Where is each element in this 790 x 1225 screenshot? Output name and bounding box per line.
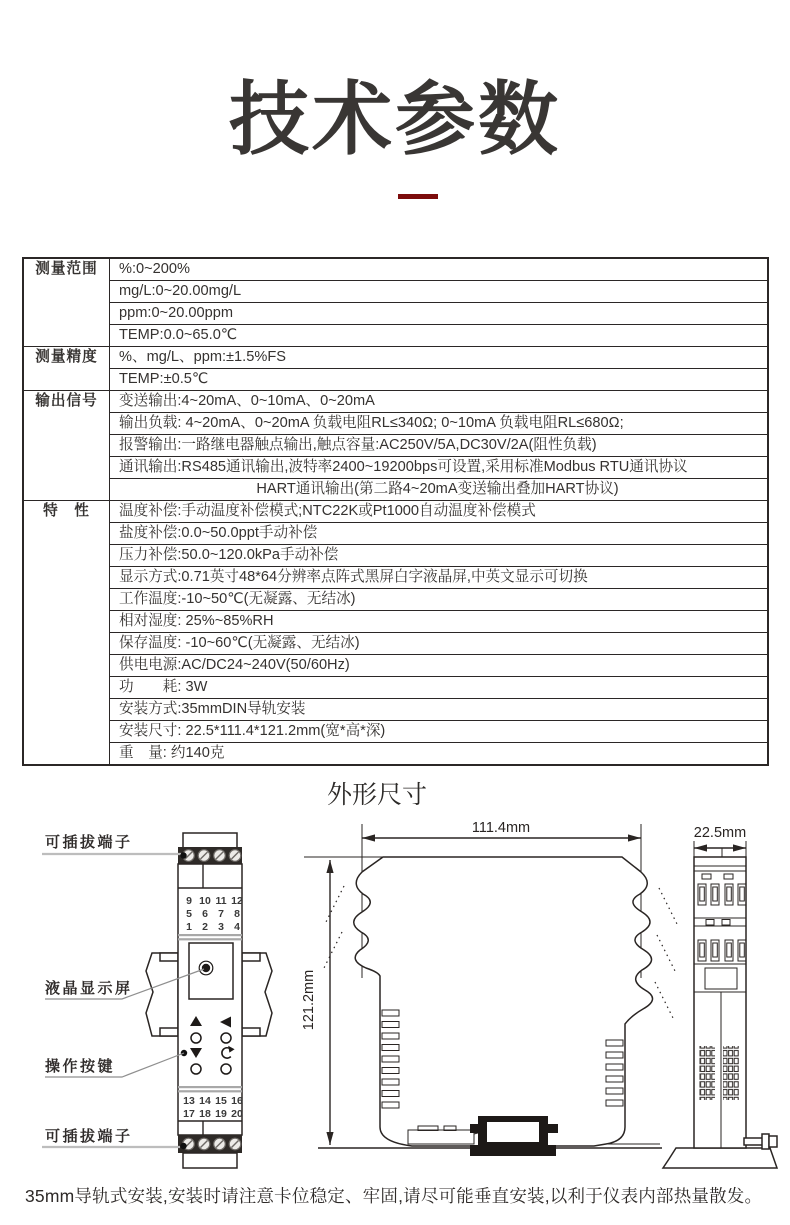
- table-row: [23, 303, 768, 325]
- terminal-number: 9: [186, 895, 192, 907]
- terminal-number: 8: [234, 908, 240, 920]
- down-button: [191, 1064, 201, 1074]
- table-row: [23, 677, 768, 699]
- spec-table: [22, 257, 769, 766]
- depth-dimension: 22.5mm: [693, 825, 747, 841]
- table-row: [23, 435, 768, 457]
- leader-dot: [180, 852, 186, 858]
- table-row: [23, 347, 768, 369]
- table-row: [23, 655, 768, 677]
- spec-cell: 保存温度: -10~60℃(无凝露、无结冰): [110, 633, 769, 655]
- spec-cell: 相对湿度: 25%~85%RH: [110, 611, 769, 633]
- spec-cell: 工作温度:-10~50℃(无凝露、无结冰): [110, 589, 769, 611]
- title-underline: [398, 194, 438, 199]
- terminal-number: 11: [215, 895, 227, 907]
- spec-cell: 安装尺寸: 22.5*111.4*121.2mm(宽*高*深): [110, 721, 769, 743]
- spec-cell: 温度补偿:手动温度补偿模式;NTC22K或Pt1000自动温度补偿模式: [110, 501, 769, 523]
- spec-cell: 功 耗: 3W: [110, 677, 769, 699]
- spec-cell: %:0~200%: [110, 258, 769, 281]
- label-lcd: 液晶显示屏: [45, 980, 133, 997]
- table-row: [23, 743, 768, 766]
- bottom-terminal-cover: [183, 1153, 237, 1168]
- clip-handle: [744, 1134, 777, 1149]
- page-title: 技术参数: [229, 75, 561, 164]
- table-row: [23, 611, 768, 633]
- terminal-number: 15: [215, 1095, 227, 1107]
- height-dimension: 121.2mm: [301, 969, 317, 1031]
- spec-cell: 通讯输出:RS485通讯输出,波特率2400~19200bps可设置,采用标准Modbus RTU通讯协议: [110, 457, 769, 479]
- table-row: [23, 413, 768, 435]
- terminal-number: 12: [231, 895, 243, 907]
- table-row: [23, 391, 768, 413]
- terminal-number: 1: [186, 921, 192, 933]
- row-group-label: 输出信号: [23, 391, 110, 501]
- label-top-terminal: 可插拔端子: [45, 834, 133, 851]
- terminal-number: 17: [183, 1108, 195, 1120]
- footer-note: 35mm导轨式安装,安装时请注意卡位稳定、牢固,请尽可能垂直安装,以利于仪表内部热量散发。: [25, 1186, 763, 1206]
- table-row: [23, 501, 768, 523]
- spec-cell: 安装方式:35mmDIN导轨安装: [110, 699, 769, 721]
- din-rail-end: [663, 1148, 777, 1168]
- spec-cell: 输出负载: 4~20mA、0~20mA 负载电阻RL≤340Ω; 0~10mA 负载电阻RL≤680Ω;: [110, 413, 769, 435]
- table-row: [23, 589, 768, 611]
- end-view: [663, 825, 777, 1168]
- table-row: [23, 325, 768, 347]
- terminal-number: 7: [218, 908, 224, 920]
- spec-cell: %、mg/L、ppm:±1.5%FS: [110, 347, 769, 369]
- spec-cell: TEMP:±0.5℃: [110, 369, 769, 391]
- table-row: [23, 457, 768, 479]
- terminal-number: 14: [199, 1095, 211, 1107]
- side-view: [301, 820, 677, 1156]
- terminal-number: 4: [234, 921, 240, 933]
- width-dimension: 111.4mm: [471, 820, 531, 836]
- table-row: [23, 258, 768, 281]
- vent-grid-right: [723, 1046, 739, 1100]
- spec-cell: 重 量: 约140克: [110, 743, 769, 766]
- top-terminal-cover: [183, 833, 237, 849]
- rail-connector: [470, 1116, 558, 1156]
- enter-button: [221, 1064, 231, 1074]
- vent-grid-left: [699, 1046, 715, 1100]
- spec-cell: 压力补偿:50.0~120.0kPa手动补偿: [110, 545, 769, 567]
- table-row: [23, 721, 768, 743]
- spec-cell: 供电电源:AC/DC24~240V(50/60Hz): [110, 655, 769, 677]
- table-row: [23, 567, 768, 589]
- label-buttons: 操作按键: [45, 1058, 116, 1075]
- terminal-number: 18: [199, 1108, 211, 1120]
- terminal-number: 20: [231, 1108, 243, 1120]
- terminal-number: 13: [183, 1095, 195, 1107]
- terminal-number: 10: [199, 895, 211, 907]
- spec-cell: 报警输出:一路继电器触点输出,触点容量:AC250V/5A,DC30V/2A(阻性负载): [110, 435, 769, 457]
- terminal-number: 16: [231, 1095, 243, 1107]
- table-row: [23, 281, 768, 303]
- table-row: [23, 633, 768, 655]
- table-row: [23, 545, 768, 567]
- leader-dot: [180, 1143, 186, 1149]
- terminal-number: 3: [218, 921, 224, 933]
- spec-cell: TEMP:0.0~65.0℃: [110, 325, 769, 347]
- table-row: [23, 523, 768, 545]
- front-view: [42, 833, 272, 1168]
- spec-cell: 盐度补偿:0.0~50.0ppt手动补偿: [110, 523, 769, 545]
- spec-cell: ppm:0~20.00ppm: [110, 303, 769, 325]
- row-group-label: 测量精度: [23, 347, 110, 391]
- terminal-number: 2: [202, 921, 208, 933]
- terminal-number: 6: [202, 908, 208, 920]
- table-row: [23, 699, 768, 721]
- spec-cell: 显示方式:0.71英寸48*64分辨率点阵式黑屏白字液晶屏,中英文显示可切换: [110, 567, 769, 589]
- dimensions-heading: 外形尺寸: [326, 781, 427, 809]
- spec-cell: 变送输出:4~20mA、0~10mA、0~20mA: [110, 391, 769, 413]
- left-button: [221, 1033, 231, 1043]
- row-group-label: 特 性: [23, 501, 110, 766]
- label-bottom-terminal: 可插拔端子: [45, 1128, 133, 1145]
- terminal-number: 5: [186, 908, 192, 920]
- table-row: [23, 479, 768, 501]
- row-group-label: 测量范围: [23, 258, 110, 347]
- terminal-number: 19: [215, 1108, 227, 1120]
- dimension-drawing: [0, 800, 790, 1185]
- spec-cell: mg/L:0~20.00mg/L: [110, 281, 769, 303]
- lcd-screen: [189, 943, 233, 999]
- table-row: [23, 369, 768, 391]
- spec-cell: HART通讯输出(第二路4~20mA变送输出叠加HART协议): [110, 479, 769, 501]
- up-button: [191, 1033, 201, 1043]
- spec-table-body: [23, 258, 768, 765]
